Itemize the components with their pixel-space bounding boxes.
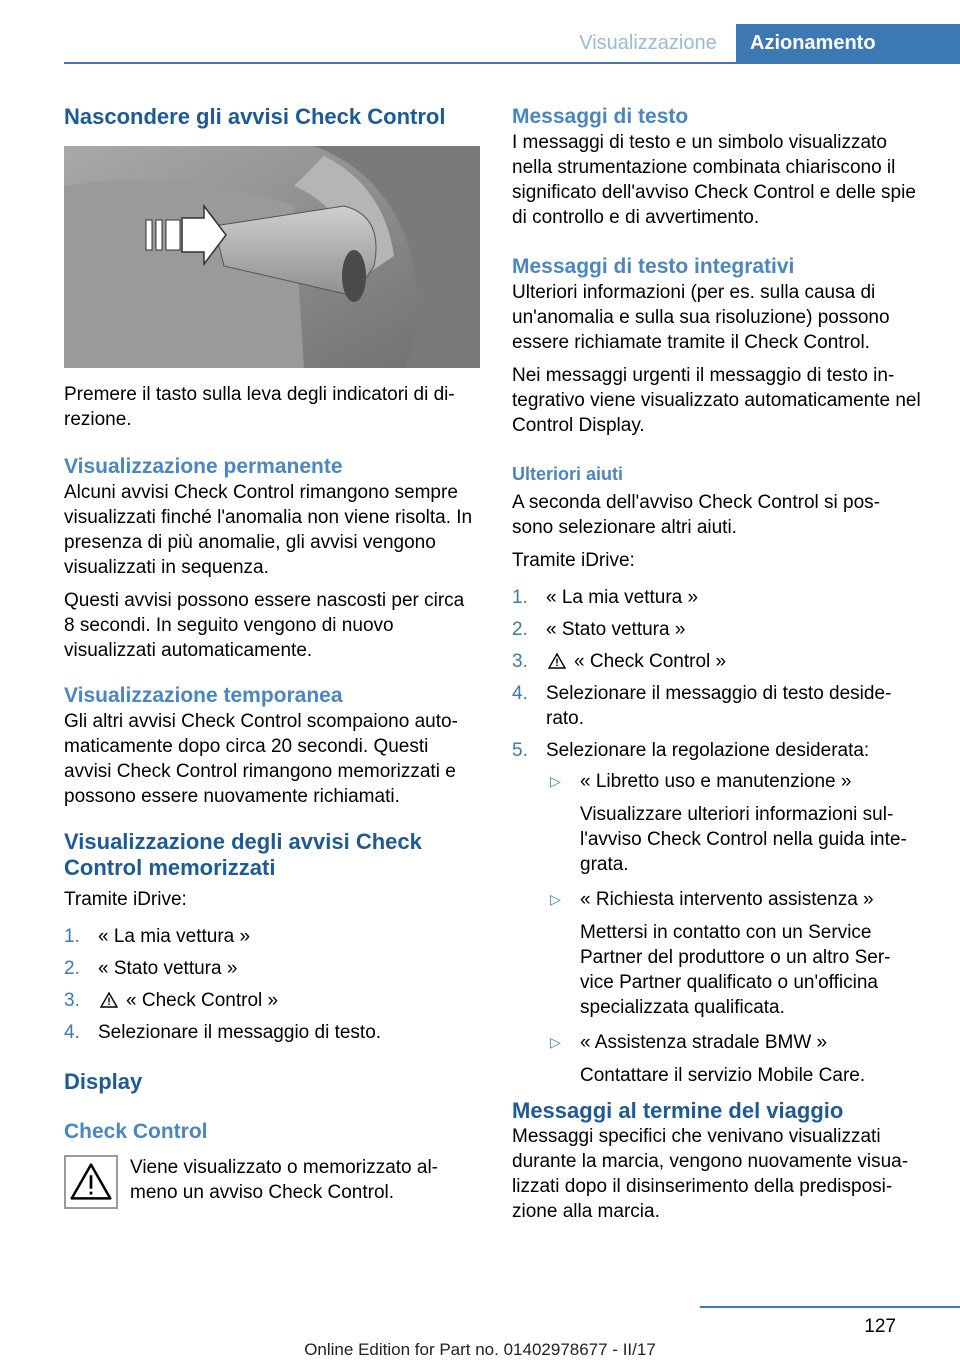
option-item: ▷ « Richiesta intervento assistenza » Mettersi in contatto con un Service Partner del produttore o un altro Ser‐ vice Partner qualificato o un'officina specializzata qualificata. — [550, 889, 891, 1018]
check-control-warning-icon — [64, 1155, 118, 1209]
heading-permanente: Visualizzazione permanente — [64, 455, 343, 478]
options-list — [546, 769, 926, 1088]
paragraph-integrativi-1: Ulteriori informazioni (per es. sulla causa di un'anomalia e sulla sua risoluzione) possono essere richiamate tramite il Check Control. — [512, 282, 890, 353]
list-item: 1. « La mia vettura » — [64, 926, 251, 947]
paragraph-permanente-1: Alcuni avvisi Check Control rimangono sempre visualizzati finché l'anomalia non viene risolta. In presenza di più anomalie, gli avvisi vengono visualizzati in sequenza. — [64, 482, 473, 578]
header-tab-chapter[interactable]: Azionamento — [736, 24, 960, 64]
paragraph-aiuti: A seconda dell'avviso Check Control si pos‐ sono selezionare altri aiuti. — [512, 492, 880, 538]
heading-temporanea: Visualizzazione temporanea — [64, 684, 343, 707]
list-item: 4. Selezionare il messaggio di testo deside‐ rato. — [512, 683, 892, 729]
paragraph-messaggi: I messaggi di testo e un simbolo visualizzato nella strumentazione combinata chiariscono il significato dell'avviso Check Control e delle spie di controllo e di avvertimento. — [512, 132, 916, 228]
left-steps-list — [64, 924, 480, 1045]
paragraph-check-control: Viene visualizzato o memorizzato al‐ meno un avviso Check Control. — [130, 1157, 439, 1203]
page-number: 127 — [864, 1316, 896, 1337]
triangle-bullet-icon: ▷ — [550, 891, 561, 907]
header-tab-section[interactable]: Visualizzazione — [579, 32, 717, 54]
list-item: 3. « Check Control » — [512, 651, 727, 672]
option-item: ▷ « Assistenza stradale BMW » Contattare il servizio Mobile Care. — [550, 1032, 866, 1086]
list-item: 2. « Stato vettura » — [64, 958, 238, 979]
edition-footer: Online Edition for Part no. 01402978677 - II/17 — [304, 1340, 656, 1359]
list-item: 2. « Stato vettura » — [512, 619, 686, 640]
right-steps-list — [512, 585, 926, 1088]
option-item: ▷ « Libretto uso e manutenzione » Visualizzare ulteriori informazioni sul‐ l'avviso Check Control nella guida inte‐ grata. — [550, 771, 907, 875]
warning-triangle-icon — [100, 992, 118, 1008]
triangle-bullet-icon: ▷ — [550, 773, 561, 789]
heading-messaggi: Messaggi di testo — [512, 105, 689, 128]
left-column — [64, 100, 480, 1205]
triangle-bullet-icon: ▷ — [550, 1034, 561, 1050]
warning-triangle-icon — [548, 653, 566, 669]
turn-signal-lever-image — [64, 146, 480, 368]
list-item: 4. Selezionare il messaggio di testo. — [64, 1022, 382, 1043]
check-control-block — [64, 1155, 480, 1205]
list-item: 1. « La mia vettura » — [512, 587, 699, 608]
paragraph-permanente-2: Questi avvisi possono essere nascosti per circa 8 secondi. In seguito vengono di nuovo visualizzati automaticamente. — [64, 590, 465, 661]
list-item: 3. « Check Control » — [64, 990, 279, 1011]
lever-illustration — [64, 146, 480, 368]
paragraph-temporanea: Gli altri avvisi Check Control scompaiono auto‐ maticamente dopo circa 20 secondi. Questi avvisi Check Control rimangono memorizzati e possono essere nuovamente richiamati. — [64, 711, 458, 807]
heading-display: Display — [64, 1069, 143, 1094]
paragraph-termine: Messaggi specifici che venivano visualizzati durante la marcia, vengono nuovamente visua‐ lizzati dopo il disinserimento della predisposi‐ zione alla marcia. — [512, 1126, 909, 1222]
paragraph-premere: Premere il tasto sulla leva degli indicatori di di‐ rezione. — [64, 384, 455, 430]
heading-nascondere: Nascondere gli avvisi Check Control — [64, 104, 446, 129]
heading-memorizzati: Visualizzazione degli avvisi Check Control memorizzati — [64, 829, 422, 880]
paragraph-tramite-right: Tramite iDrive: — [512, 550, 635, 571]
heading-termine: Messaggi al termine del viaggio — [512, 1098, 844, 1123]
right-column — [512, 100, 926, 1224]
paragraph-tramite-left: Tramite iDrive: — [64, 889, 187, 910]
list-item: 5. Selezionare la regolazione desiderata: ▷ « Libretto uso e manutenzione » Visualizzare ulteriori informazioni sul‐ l'avviso Check Control nella guida inte‐ grata. ▷ « Richiesta intervento assistenza » Mettersi in contatto con un Service Partner del produttore o un altro Ser‐ vice Partner qualificato o un'officina specializzata qualificata. ▷ « Assistenza stradale BMW » Contattare il servizio Mobile Care. — [512, 738, 926, 1088]
header-divider — [64, 62, 960, 64]
paragraph-integrativi-2: Nei messaggi urgenti il messaggio di testo in‐ tegrativo viene visualizzato automaticamente nel Control Display. — [512, 365, 921, 436]
heading-integrativi: Messaggi di testo integrativi — [512, 255, 795, 278]
heading-aiuti: Ulteriori aiuti — [512, 464, 624, 484]
footer-divider — [700, 1306, 960, 1308]
heading-check-control: Check Control — [64, 1120, 208, 1143]
